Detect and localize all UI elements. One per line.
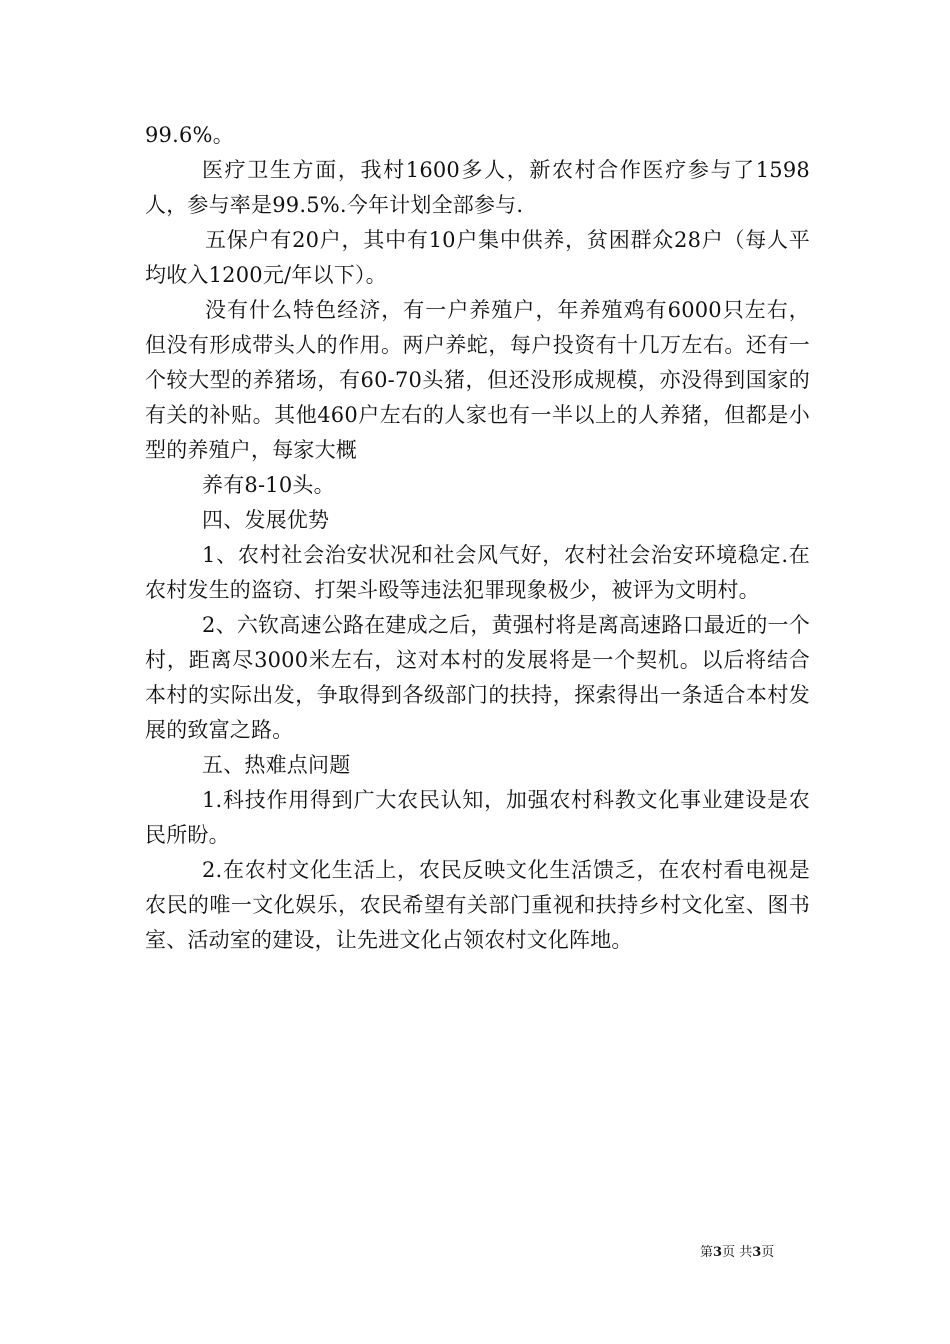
paragraph-issue-1: 1.科技作用得到广大农民认知，加强农村科教文化事业建设是农民所盼。 <box>145 788 810 847</box>
paragraph-medical: 医疗卫生方面，我村1600多人，新农村合作医疗参与了1598人，参与率是99.5%.今年计划全部参与. <box>145 158 810 217</box>
paragraph-advantage-2: 2、六钦高速公路在建成之后，黄强村将是离高速路口最近的一个村，距离尽3000米左右，这对本村的发展将是一个契机。以后将结合本村的实际出发，争取得到各级部门的扶持，探索得出一条适合本村发展的致富之路。 <box>145 613 810 742</box>
document-body <box>145 118 810 958</box>
heading-development-advantages: 四、发展优势 <box>202 508 330 532</box>
footer-total-pages: 3 <box>752 1245 762 1260</box>
paragraph-percent-continuation: 99.6%。 <box>145 123 234 147</box>
footer-current-page: 3 <box>713 1245 723 1260</box>
footer-prefix: 第 <box>700 1245 714 1260</box>
paragraph-advantage-1: 1、农村社会治安状况和社会风气好，农村社会治安环境稳定.在农村发生的盗窃、打架斗殴等违法犯罪现象极少，被评为文明村。 <box>145 543 810 602</box>
page-footer <box>700 1244 840 1262</box>
paragraph-five-guarantee: 五保户有20户，其中有10户集中供养，贫困群众28户（每人平均收入1200元/年以下）。 <box>145 228 810 287</box>
paragraph-issue-2: 2.在农村文化生活上，农民反映文化生活馈乏，在农村看电视是农民的唯一文化娱乐，农民希望有关部门重视和扶持乡村文化室、图书室、活动室的建设，让先进文化占领农村文化阵地。 <box>145 858 810 952</box>
footer-middle: 页 共 <box>722 1245 753 1260</box>
paragraph-economy: 没有什么特色经济，有一户养殖户，年养殖鸡有6000只左右，但没有形成带头人的作用。两户养蛇，每户投资有十几万左右。还有一个较大型的养猪场，有60-70头猪，但还没形成规模，亦没得到国家的有关的补贴。其他460户左右的人家也有一半以上的人养猪，但都是小型的养殖户，每家大概 <box>145 298 810 462</box>
paragraph-pig-count: 养有8-10头。 <box>202 473 335 497</box>
heading-hot-issues: 五、热难点问题 <box>202 753 351 777</box>
footer-suffix: 页 <box>761 1245 775 1260</box>
